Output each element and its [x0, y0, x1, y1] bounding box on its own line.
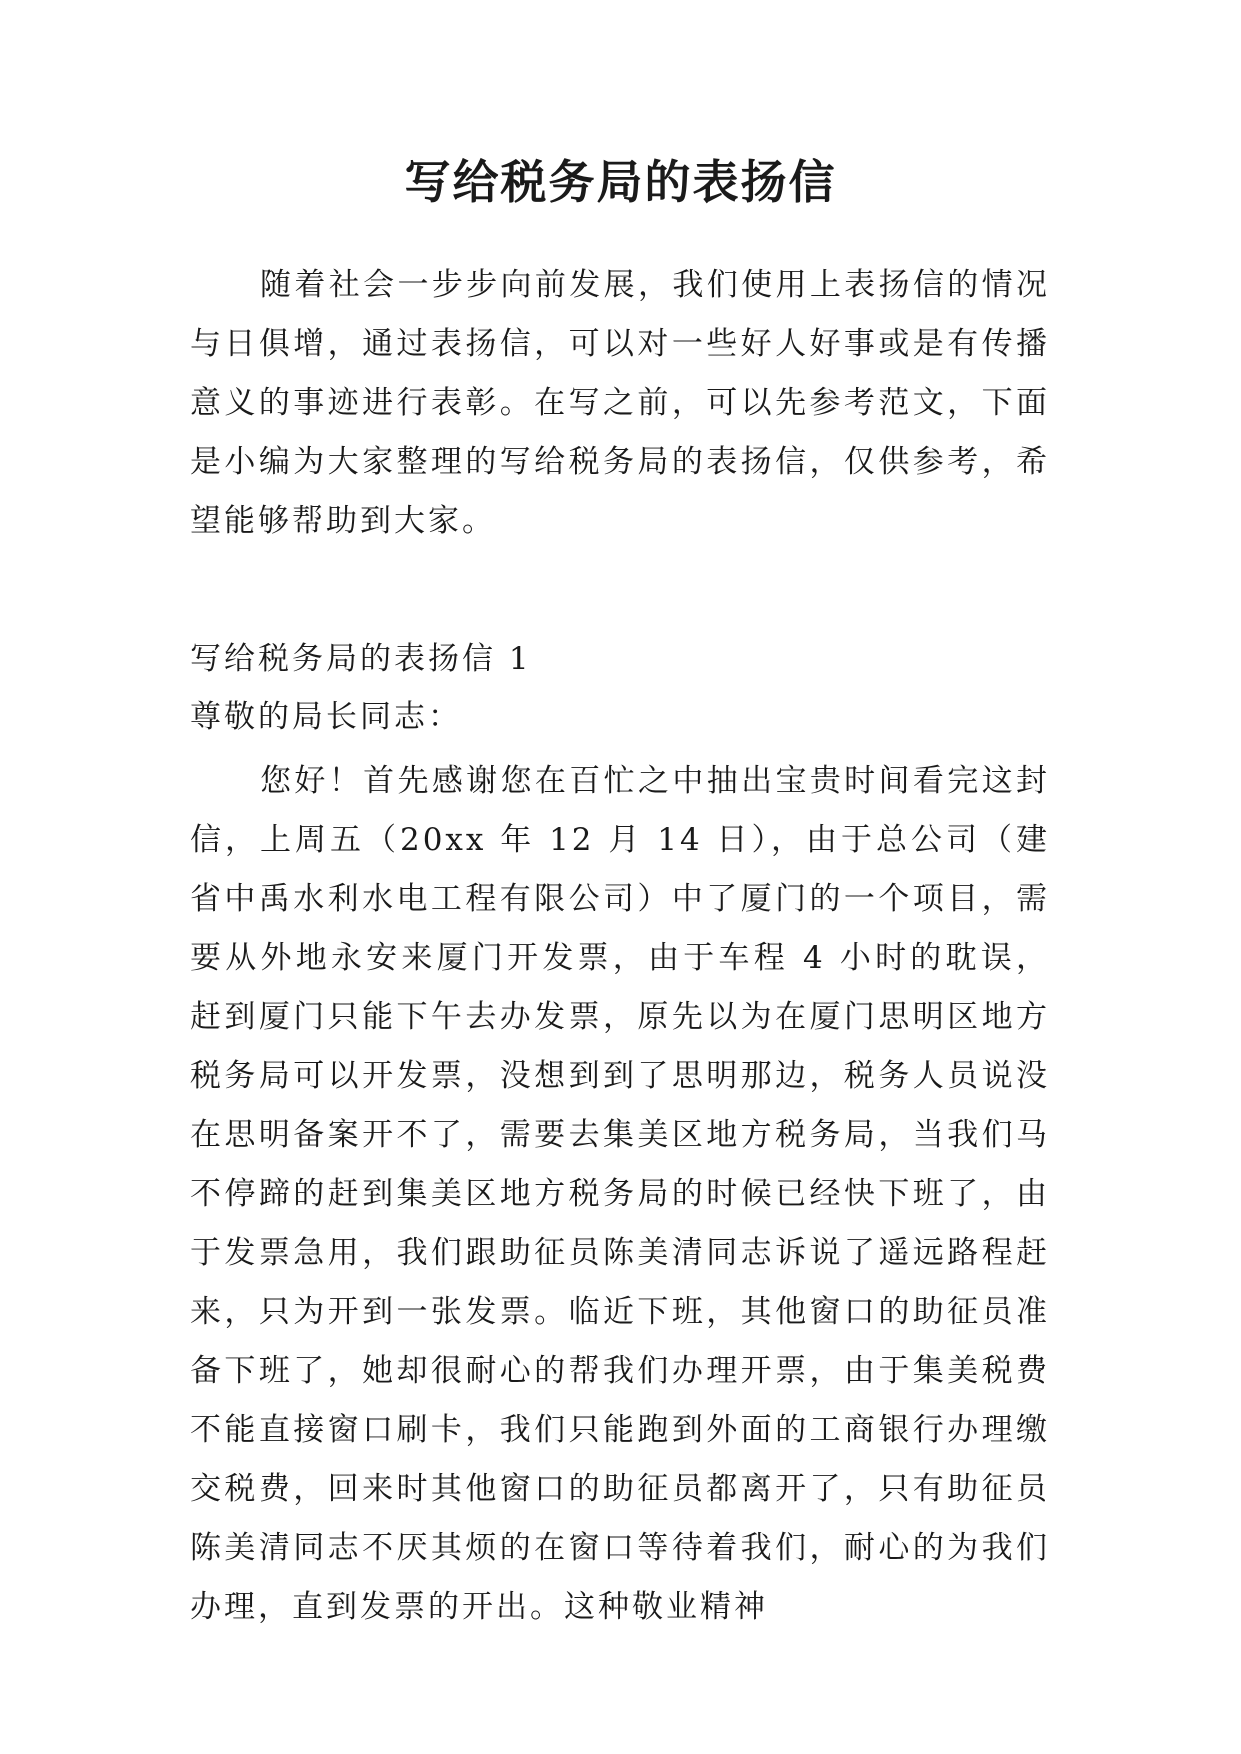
salutation: 尊敬的局长同志：: [190, 699, 462, 735]
page-title: 写给税务局的表扬信: [404, 155, 837, 209]
intro-paragraph: 随着社会一步步向前发展，我们使用上表扬信的情况与日俱增，通过表扬信，可以对一些好人好事或是有传播意义的事迹进行表彰。在写之前，可以先参考范文，下面是小编为大家整理的写给税务局的表扬信，仅供参考，希望能够帮助到大家。: [190, 267, 1050, 539]
letter-body-paragraph: 您好！首先感谢您在百忙之中抽出宝贵时间看完这封信，上周五（20xx 年 12 月 14 日），由于总公司（建省中禹水利水电工程有限公司）中了厦门的一个项目，需要从外地永安来厦门开发票，由于车程 4 小时的耽误，赶到厦门只能下午去办发票，原先以为在厦门思明区地方税务局可以开发票，没想到到了思明那边，税务人员说没在思明备案开不了，需要去集美区地方税务局，当我们马不停蹄的赶到集美区地方税务局的时候已经快下班了，由于发票急用，我们跟助征员陈美清同志诉说了遥远路程赶来，只为开到一张发票。临近下班，其他窗口的助征员准备下班了，她却很耐心的帮我们办理开票，由于集美税费不能直接窗口刷卡，我们只能跑到外面的工商银行办理缴交税费，回来时其他窗口的助征员都离开了，只有助征员陈美清同志不厌其烦的在窗口等待着我们，耐心的为我们办理，直到发票的开出。这种敬业精神: [190, 763, 1050, 1625]
section-heading: 写给税务局的表扬信 1: [190, 641, 532, 677]
